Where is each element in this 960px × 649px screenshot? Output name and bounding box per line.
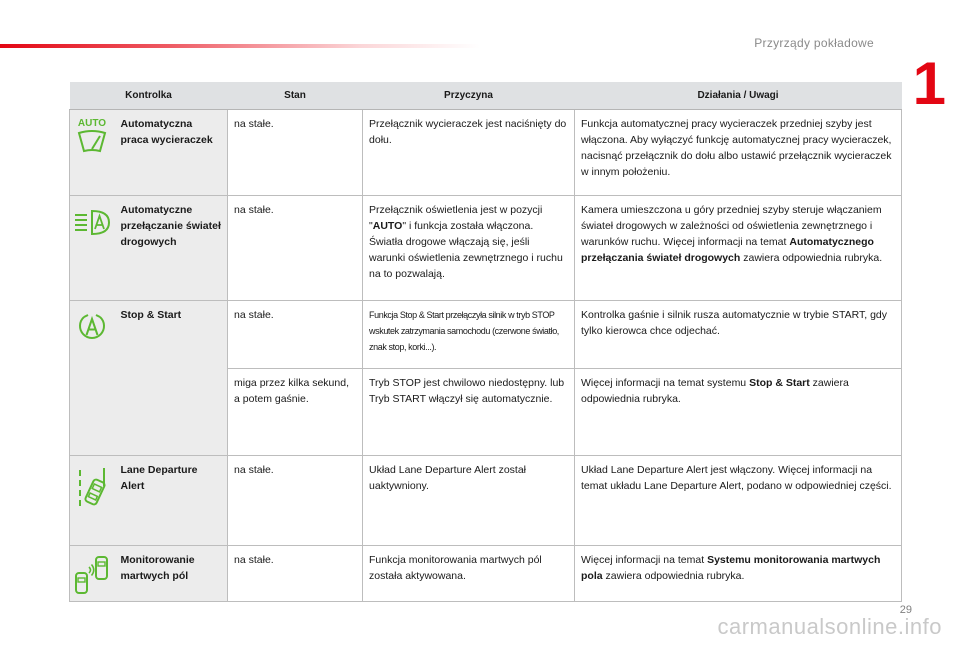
indicator-cell — [70, 546, 115, 602]
action-text: zawiera odpowiednia rubryka. — [740, 252, 883, 264]
column-header-actions: Działania / Uwagi — [575, 82, 902, 110]
cause-cell: Funkcja Stop & Start przełączyła silnik w tryb STOP wskutek zatrzymania samochodu (czerwone światło, znak stop, korki...). — [363, 301, 575, 369]
watermark: carmanualsonline.info — [717, 614, 942, 639]
state-cell: na stałe. — [228, 110, 363, 196]
cause-cell: Układ Lane Departure Alert został uaktywniony. — [363, 456, 575, 546]
action-text: Kamera umieszczona u góry przedniej szyby steruje włączaniem świateł drogowych w zależności od oświetlenia zewnętrznego i warunków ruchu. Więcej informacji na temat — [581, 204, 882, 248]
lane-departure-icon — [74, 464, 110, 508]
blind-spot-icon — [72, 553, 112, 595]
action-text: Więcej informacji na temat — [581, 554, 708, 566]
cause-cell: Funkcja monitorowania martwych pól została aktywowana. — [363, 546, 575, 602]
column-header-indicator: Kontrolka — [70, 82, 228, 110]
cause-text: Przełącznik oświetlenia jest w pozycji " — [369, 204, 543, 232]
indicator-cell — [70, 301, 115, 456]
action-text: zawiera odpowiednia rubryka. — [602, 570, 745, 582]
action-text-bold: Systemu monitorowania martwych pola — [581, 554, 881, 582]
state-cell: miga przez kilka sekund, a potem gaśnie. — [228, 369, 363, 456]
stop-start-icon — [75, 310, 109, 344]
cause-cell: Przełącznik wycieraczek jest naciśnięty do dołu. — [363, 110, 575, 196]
state-cell: na stałe. — [228, 546, 363, 602]
action-text: Więcej informacji na temat systemu — [581, 377, 750, 389]
indicator-cell — [70, 456, 115, 546]
table-header-row — [70, 82, 902, 110]
cause-cell — [363, 196, 575, 301]
section-title: Przyrządy pokładowe — [754, 36, 874, 50]
indicator-name: Automatyczna praca wycieraczek — [115, 110, 228, 196]
indicator-cell — [70, 110, 115, 196]
indicator-name: Monitorowanie martwych pól — [115, 546, 228, 602]
column-header-state: Stan — [228, 82, 363, 110]
indicator-cell — [70, 196, 115, 301]
table-row — [70, 546, 902, 602]
auto-wiper-icon — [73, 115, 111, 159]
action-cell: Kontrolka gaśnie i silnik rusza automatycznie w trybie START, gdy tylko kierowca chce odjechać. — [575, 301, 902, 369]
action-text-bold: Automatycznego przełączania świateł drogowych — [581, 236, 874, 264]
table-row — [70, 301, 902, 369]
action-cell — [575, 369, 902, 456]
cause-cell: Tryb STOP jest chwilowo niedostępny. lub Tryb START włączył się automatycznie. — [363, 369, 575, 456]
state-cell: na stałe. — [228, 301, 363, 369]
table-row — [70, 196, 902, 301]
action-text-bold: Stop & Start — [749, 377, 810, 389]
action-cell: Funkcja automatycznej pracy wycieraczek przedniej szyby jest włączona. Aby wyłączyć funkcję automatycznej pracy wycieraczek, nacisnąć przełącznik do dołu albo ustawić przełącznik wycieraczek w innym położeniu. — [575, 110, 902, 196]
indicator-name: Lane Departure Alert — [115, 456, 228, 546]
cause-text-bold: AUTO — [372, 220, 403, 232]
header-accent-bar — [0, 44, 480, 48]
table-row — [70, 456, 902, 546]
indicator-name: Stop & Start — [115, 301, 228, 456]
indicator-table — [69, 82, 902, 602]
auto-wiper-icon-label: AUTO — [78, 118, 107, 129]
action-cell — [575, 196, 902, 301]
state-cell: na stałe. — [228, 456, 363, 546]
action-text: zawiera odpowiednia rubryka. — [581, 377, 849, 405]
page-number: 29 — [899, 604, 912, 616]
indicator-name: Automatyczne przełączanie świateł drogowych — [115, 196, 228, 301]
action-cell: Układ Lane Departure Alert jest włączony. Więcej informacji na temat układu Lane Departure Alert, podano w odpowiedniej części. — [575, 456, 902, 546]
table-row — [70, 110, 902, 196]
state-cell: na stałe. — [228, 196, 363, 301]
chapter-number: 1 — [912, 50, 946, 117]
cause-text: " i funkcja została włączona. Światła drogowe włączają się, jeśli warunki oświetlenia zewnętrznego i ruchu na to pozwalają. — [369, 220, 563, 280]
action-cell — [575, 546, 902, 602]
auto-high-beam-icon — [72, 206, 112, 240]
column-header-cause: Przyczyna — [363, 82, 575, 110]
